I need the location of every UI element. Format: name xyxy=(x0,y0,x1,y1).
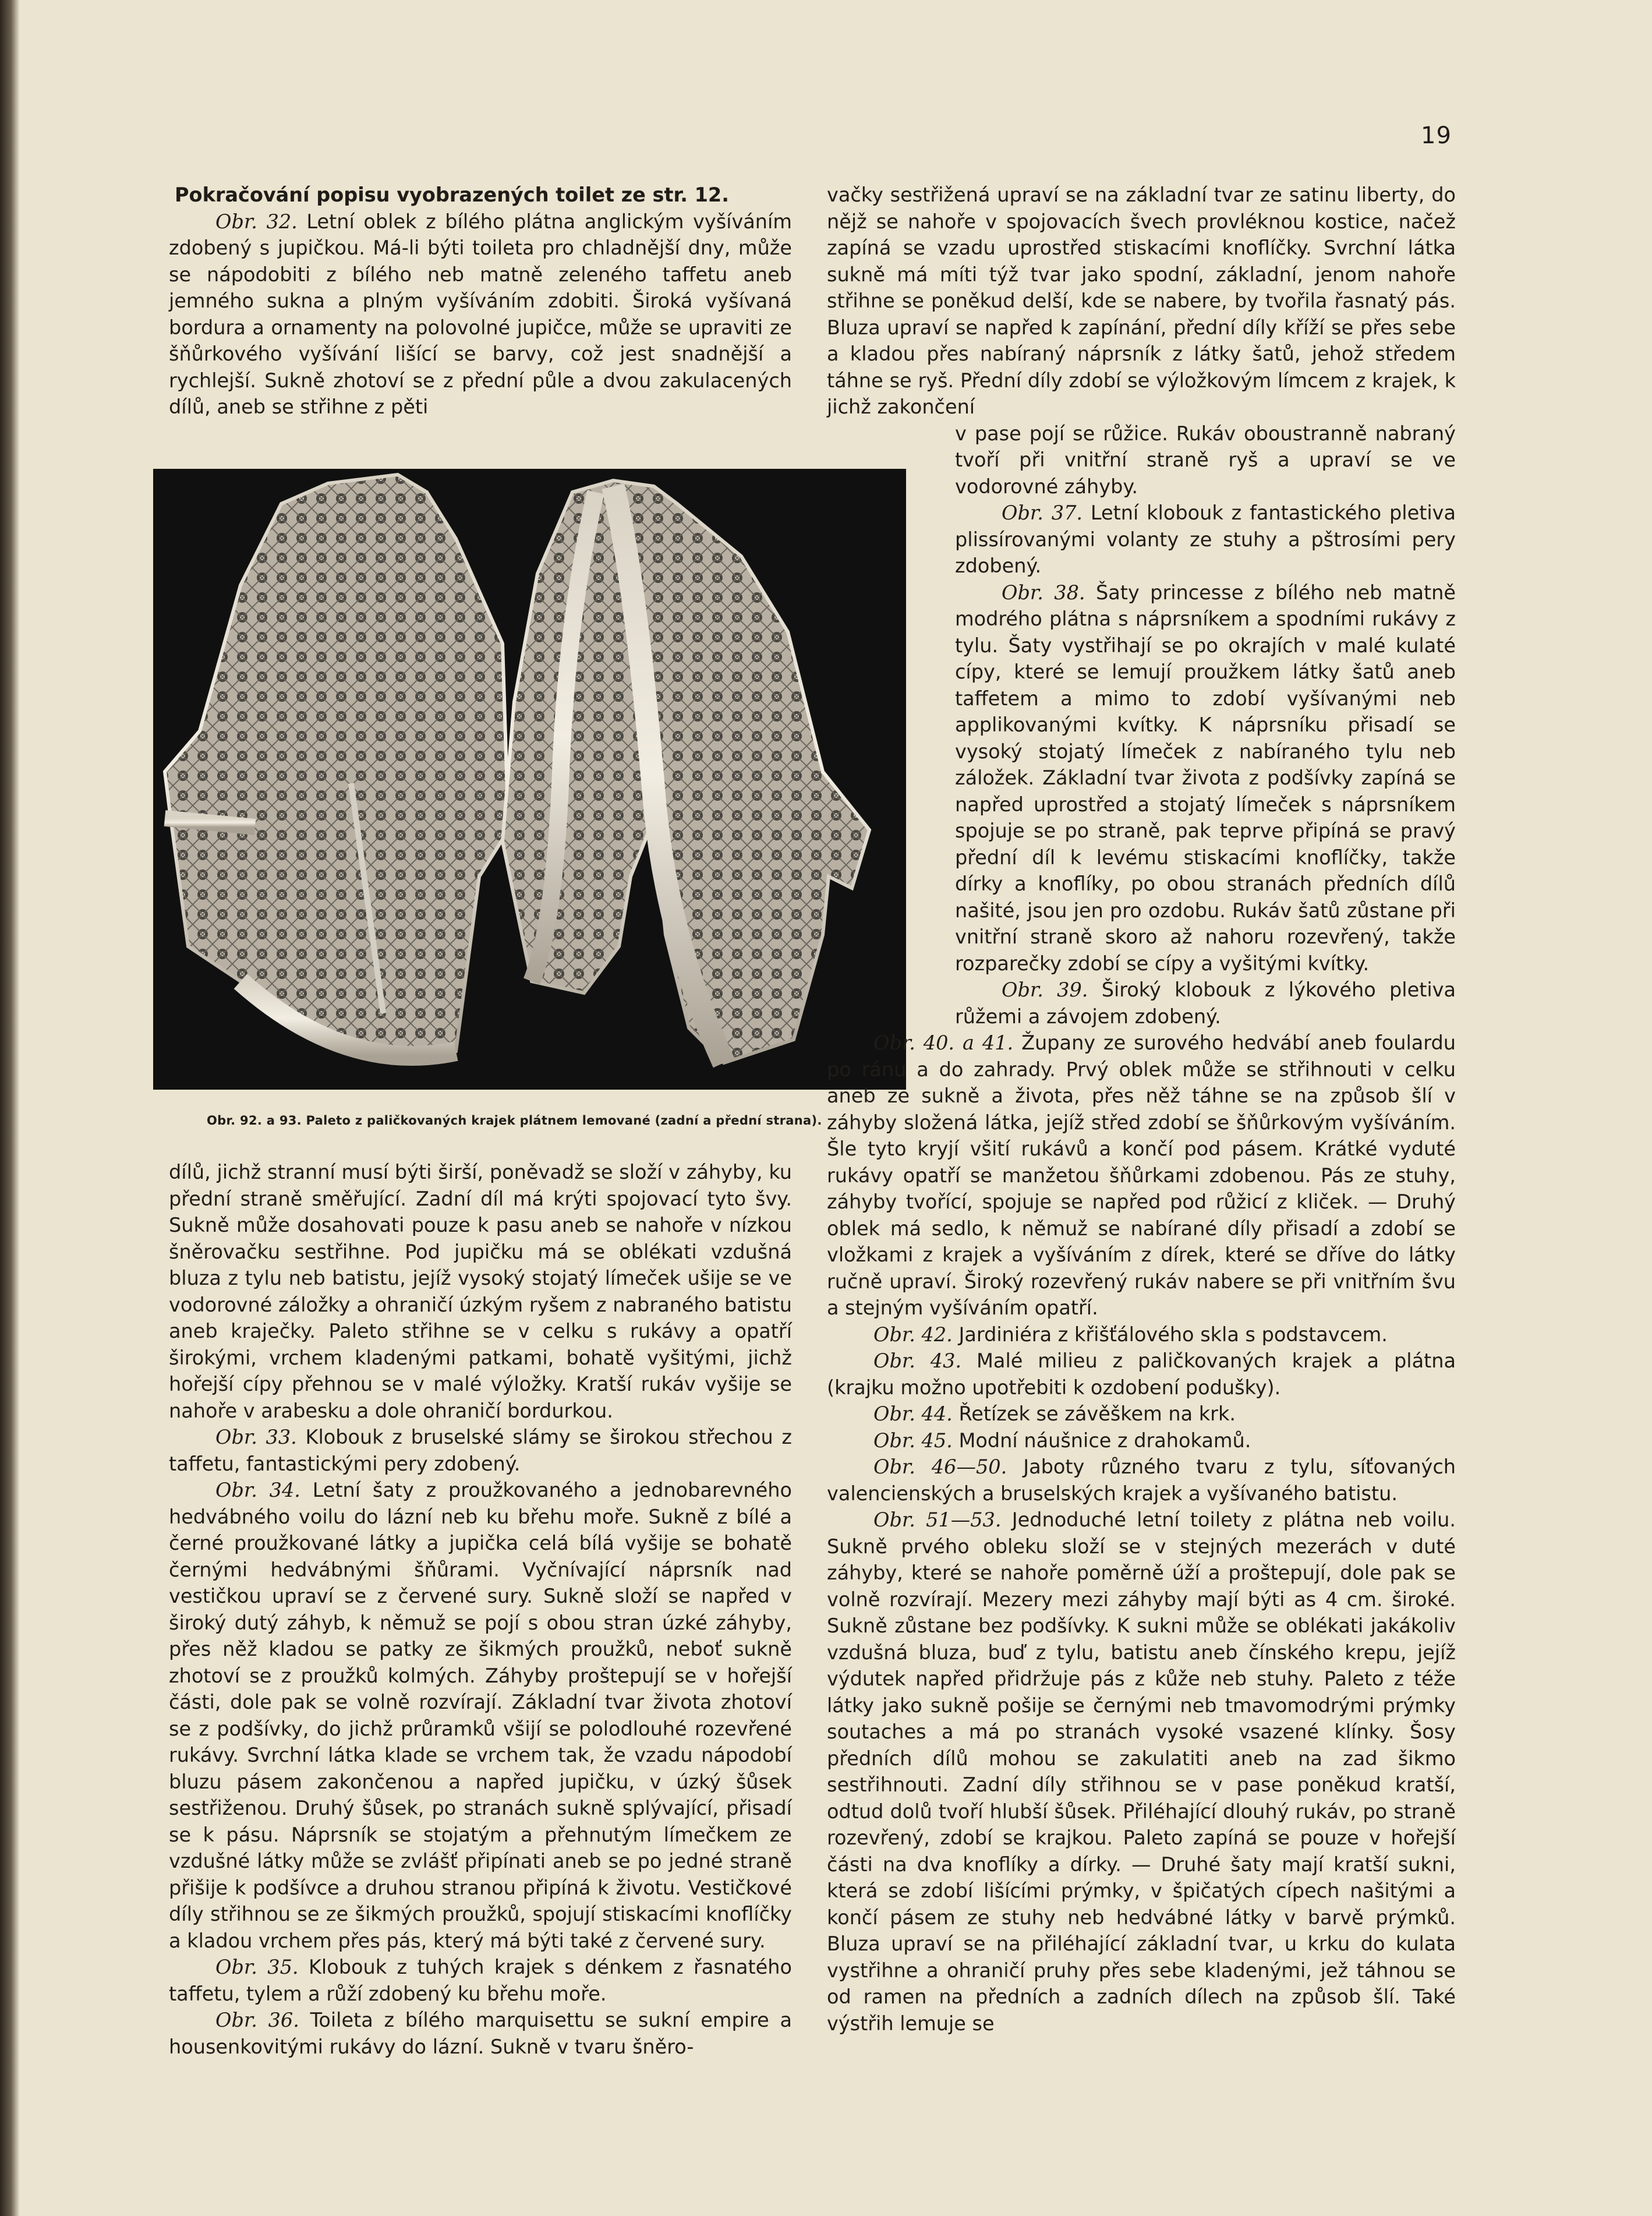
paragraph-text: Letní oblek z bílého plátna anglickým vyšíváním zdobený s jupičkou. Má-li býti toileta pro chladnější dny, může se nápodobiti z bílého neb matně zeleného taffetu aneb jemného sukna a plným vyšíváním zdobiti. Široká vyšívaná bordura a ornamenty na polovolné jupičce, může se upraviti ze šňůrkového vyšívání lišící se barvy, což jest snadnější a rychlejší. Sukně zhotoví se z přední půle a dvou zakulacených dílů, aneb se střihne z pěti xyxy=(169,210,792,418)
figure-photo-lace-paletot xyxy=(153,469,906,1090)
paragraph-text: Modní náušnice z drahokamů. xyxy=(958,1429,1251,1452)
paragraph-text: Klobouk z bruselské slámy se širokou střechou z taffetu, fantastickými pery zdobený. xyxy=(169,1426,792,1475)
paragraph-text: Letní klobouk z fantastického pletiva plissírovanými volanty ze stuhy a pštrosími pery zdobený. xyxy=(955,501,1456,577)
paragraph-continuation-2 xyxy=(955,420,1456,500)
paragraph-obr-36 xyxy=(169,2007,792,2060)
paragraph-obr-34 xyxy=(169,1477,792,1954)
paragraph-obr-40-41 xyxy=(827,1030,1456,1321)
paragraph-obr-39 xyxy=(955,977,1456,1030)
figure-label: Obr. 40. a 41. xyxy=(873,1031,1014,1054)
figure-label: Obr. 37. xyxy=(1002,501,1083,524)
figure-label: Obr. 42. xyxy=(873,1323,953,1346)
paragraph-obr-35 xyxy=(169,1954,792,2007)
paragraph-obr-42 xyxy=(827,1321,1456,1348)
figure-label: Obr. 35. xyxy=(215,1956,299,1978)
figure-label: Obr. 45. xyxy=(873,1429,953,1452)
paragraph-text: Šaty princesse z bílého neb matně modrého plátna s náprsníkem a spodními rukávy z tylu. Šaty vystřihají se po okrajích v malé kulaté cípy, které se lemují proužkem látky šatů aneb taffetem a mimo to zdobí vyšívanými neb applikovanými kvítky. K náprsníku přisadí se vysoký stojatý límeček z nabíraného tylu neb záložek. Základní tvar života z podšívky zapíná se napřed uprostřed a stojatý límeček s náprsníkem spojuje se po straně, pak teprve připíná se pravý přední díl k levému stiskacími knoflíčky, takže dírky a knoflíky, po obou stranách předních dílů našité, jsou jen pro ozdobu. Rukáv šatů zůstane při vnitřní straně skoro až nahoru rozevřený, takže rozparečky zdobí se cípy a vyšitými kvítky. xyxy=(955,581,1456,975)
paragraph-text: Jaboty různého tvaru z tylu, síťovaných valencienských a bruselských krajek a vyšívaného batistu. xyxy=(827,1455,1456,1505)
paragraph-text: Toileta z bílého marquisettu se sukní empire a housenkovitými rukávy do lázní. Sukně v tvaru šněro- xyxy=(169,2009,792,2058)
paragraph-obr-32 xyxy=(169,208,792,420)
paragraph-text: Řetízek se závěškem na krk. xyxy=(958,1402,1236,1425)
paragraph-text: Klobouk z tuhých krajek s dénkem z řasnatého taffetu, tylem a růží zdobený ku břehu moře. xyxy=(169,1956,792,2005)
page-number: 19 xyxy=(1421,122,1452,149)
figure-label: Obr. 32. xyxy=(215,210,298,233)
paragraph-text: Jednoduché letní toilety z plátna neb voilu. Sukně prvého obleku složí se v stejných mezerách v duté záhyby, které se nahoře poměrně úží a proštepují, dole pak se volně rozvírají. Mezery mezi záhyby mají býti as 4 cm. široké. Sukně zůstane bez podšívky. K sukni může se oblékati jakákoliv vzdušná bluza, buď z tylu, batistu aneb čínského krepu, jejíž výdutek napřed přidržuje pás z kůže neb stuhy. Paleto z téže látky jako sukně pošije se černými neb tmavomodrými prýmky soutaches a má po stranách vysoké vsazené klínky. Šosy předních dílů mohou se zakulatiti aneb na zad šikmo sestřihnouti. Zadní díly střihnou se v pase poněkud kratší, odtud dolů tvoří hlubší šůsek. Přiléhající dlouhý rukáv, po straně rozevřený, zdobí se krajkou. Paleto zapíná se pouze v hořejší části na dva knoflíky a dírky. — Druhé šaty mají kratší sukni, která se zdobí lišícími prýmky, v špičatých cípech našitými a končí pásem ze stuhy neb hedvábné látky v barvě prýmků. Bluza upraví se na přiléhající základní tvar, u krku do kulata vystřihne a ohraničí pruhy přes sebe kladenými, jež táhnou se od ramen na předních a zadních dílech na způsob šlí. Také výstřih lemuje se xyxy=(827,1508,1456,2035)
paragraph-text: Jardiniéra z křišťálového skla s podstavcem. xyxy=(958,1323,1388,1346)
paragraph-obr-38 xyxy=(955,579,1456,977)
paragraph-obr-51-53 xyxy=(827,1507,1456,2037)
paragraph-obr-33 xyxy=(169,1424,792,1477)
paragraph-obr-44 xyxy=(827,1401,1456,1427)
figure-label: Obr. 44. xyxy=(873,1402,953,1425)
paragraph-text: Župany ze surového hedvábí aneb foulardu po ránu a do zahrady. Prvý oblek může se střihnouti v celku aneb ze sukně a života, přes něž táhne se na způsob šlí v záhyby složená látka, jejíž střed zdobí se šňůrkovým vyšíváním. Šle tyto kryjí všití rukávů a končí pod pásem. Krátké vyduté rukávy opatří se manžetou šňůrkami zdobenou. Pás ze stuhy, záhyby tvořící, spojuje se napřed pod růžicí z kliček. — Druhý oblek má sedlo, k němuž se nabírané díly přisadí a zdobí se vložkami z krajek a vyšíváním z dírek, které se dříve do látky ručně upraví. Široký rozevřený rukáv nabere se při vnitřním švu a stejným vyšíváním opatří. xyxy=(827,1031,1456,1319)
paragraph-obr-45 xyxy=(827,1427,1456,1454)
paragraph-obr-37 xyxy=(955,500,1456,579)
paragraph-obr-43 xyxy=(827,1348,1456,1401)
paragraph-continuation xyxy=(169,1159,792,1424)
figure-label: Obr. 33. xyxy=(215,1426,297,1448)
paragraph-text: Letní šaty z proužkovaného a jednobarevného hedvábného voilu do lázní neb ku břehu moře. Sukně z bílé a černé proužkované látky a jupička celá bílá vyšije se bohatě černými hedvábnými šňůrami. Vyčnívající náprsník nad vestičkou upraví se z červené sury. Sukně složí se napřed v široký dutý záhyb, k němuž se pojí s obou stran úzké záhyby, přes něž kladou se patky ze šikmých proužků, neboť sukně zhotoví se z proužků kolmých. Záhyby proštepují se v hořejší části, dole pak se volně rozvírají. Základní tvar života zhotoví se z podšívky, do jichž průramků všijí se polodlouhé rozevřené rukávy. Svrchní látka klade se vrchem tak, že vzadu nápodobí bluzu pásem zakončenou a napřed jupičku, v úzký šůsek sestřiženou. Druhý šůsek, po stranách sukně splývající, přisadí se k pásu. Náprsník se stojatým a přehnutým límečkem ze vzdušné látky může se zvlášť připínati aneb se po jedné straně přišije k podšívce a druhou stranou připíná k životu. Vestičkové díly střihnou se ze šikmých proužků, spojují stiskacími knoflíčky a kladou vrchem přes pás, který má býti také z červené sury. xyxy=(169,1479,792,1952)
figure-label: Obr. 34. xyxy=(215,1479,300,1501)
figure-label: Obr. 36. xyxy=(215,2009,299,2031)
wrapped-text-block xyxy=(827,420,1456,1030)
page-binding-edge xyxy=(0,0,20,2216)
section-heading: Pokračování popisu vyobrazených toilet ze str. 12. xyxy=(175,183,729,206)
paragraph-text: dílů, jichž stranní musí býti širší, poněvadž se složí v záhyby, ku přední straně směřující. Zadní díl má krýti spojovací tyto švy. Sukně může dosahovati pouze k pasu aneb se nahoře v nízkou šněrovačku sestřihne. Pod jupičku má se oblékati vzdušná bluza z tylu neb batistu, jejíž vysoký stojatý límeček ušije se ve vodorovné záložky a ohraničí úzkým ryšem z nabraného batistu aneb kraječky. Paleto střihne se v celku s rukávy a opatří širokými, vrchem kladenými patkami, bohatě vyšitými, jichž hořejší cípy přehnou se v malé výložky. Kratší rukáv vyšije se nahoře v arabesku a dole ohraničí bordurkou. xyxy=(169,1161,792,1422)
paragraph-text: vačky sestřižená upraví se na základní tvar ze satinu liberty, do nějž se nahoře v spojovacích švech provléknou kostice, načež zapíná se vzadu uprostřed stiskacími knoflíčky. Svrchní látka sukně má míti týž tvar jako spodní, základní, jenom nahoře střihne se poněkud delší, kde se nabere, by tvořila řasnatý pás. Bluza upraví se napřed k zapínání, přední díly kříží se přes sebe a kladou přes nabíraný náprsník z látky šatů, jehož středem táhne se ryš. Přední díly zdobí se výložkovým límcem z krajek, k jichž zakončení xyxy=(827,183,1456,418)
jacket-back-view xyxy=(165,475,508,1057)
lace-jackets-illustration xyxy=(153,469,906,1090)
right-column xyxy=(827,182,1456,2037)
paragraph-text: Široký klobouk z lýkového pletiva růžemi a závojem zdobený. xyxy=(955,978,1456,1028)
figure-label: Obr. 51—53. xyxy=(873,1508,1002,1531)
left-column-bottom xyxy=(169,1159,792,2060)
left-column-top xyxy=(169,182,792,420)
figure-label: Obr. 46—50. xyxy=(873,1455,1007,1478)
paragraph-obr-46-50 xyxy=(827,1454,1456,1507)
paragraph-continuation xyxy=(827,182,1456,420)
paragraph-text: Malé milieu z paličkovaných krajek a plátna (krajku možno upotřebiti k ozdobení podušky). xyxy=(827,1349,1456,1399)
figure-caption: Obr. 92. a 93. Paleto z paličkovaných krajek plátnem lemované (zadní a přední strana). xyxy=(207,1114,822,1128)
paragraph-text: v pase pojí se růžice. Rukáv oboustranně nabraný tvoří při vnitřní straně ryš a upraví se ve vodorovné záhyby. xyxy=(955,422,1456,498)
figure-label: Obr. 38. xyxy=(1002,581,1085,604)
figure-label: Obr. 39. xyxy=(1002,978,1088,1001)
figure-label: Obr. 43. xyxy=(873,1349,962,1372)
